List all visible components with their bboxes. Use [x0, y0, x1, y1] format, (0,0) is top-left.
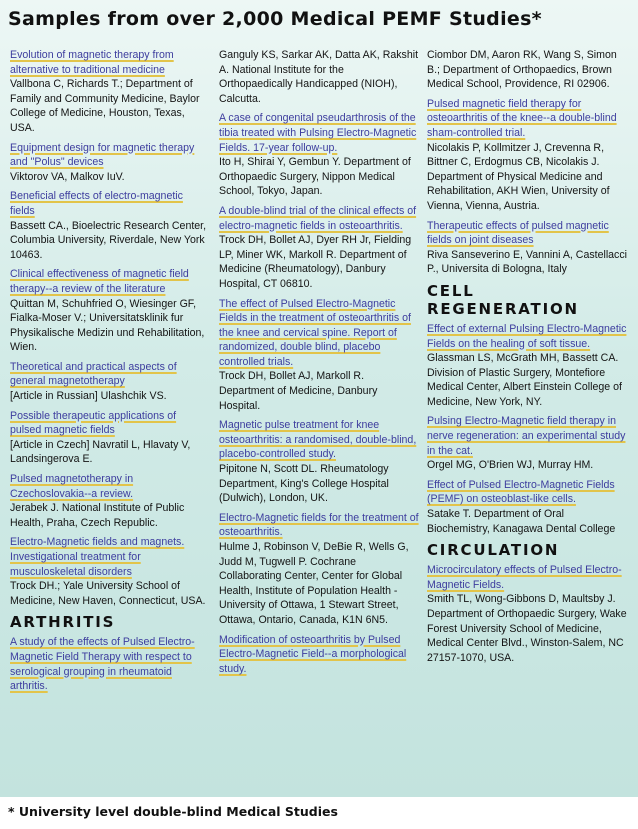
study-title: Evolution of magnetic therapy from alternative to traditional medicine: [10, 49, 174, 76]
study-entry: [10, 535, 210, 608]
study-title: Effect of Pulsed Electro-Magnetic Fields (PEMF) on osteoblast-like cells.: [427, 478, 615, 506]
study-entry: [10, 267, 210, 355]
study-title: A case of congenital pseudarthrosis of the tibia treated with Pulsing Electro-Magnetic Fields. 17-year follow-up.: [219, 112, 417, 154]
study-authors: Trock DH, Bollet AJ, Dyer RH Jr, Fielding LP, Miner WK, Markoll R. Department of Medicine (Rheumatology), Danbury Hospital, CT 06810.: [219, 234, 412, 290]
study-entry: [219, 204, 419, 292]
study-entry: [219, 297, 419, 414]
study-title: Effect of external Pulsing Electro-Magnetic Fields on the healing of soft tissue.: [427, 322, 627, 350]
footnote: * University level double-blind Medical Studies: [8, 804, 338, 819]
study-title: Pulsed magnetotherapy in Czechoslovakia--a review.: [10, 473, 134, 500]
study-authors: Quittan M, Schuhfried O, Wiesinger GF, Fialka-Moser V.; Universitatsklinik fur Physikalische Medizin und Rehabilitation, Wien.: [10, 297, 205, 354]
study-title: Beneficial effects of electro-magnetic fields: [10, 190, 183, 217]
study-authors: Bassett CA., Bioelectric Research Center, Columbia University, Riverdale, New York 10463.: [10, 219, 207, 261]
study-authors: [Article in Russian] Ulashchik VS.: [10, 390, 167, 403]
study-authors: [Article in Czech] Navratil L, Hlavaty V, Landsingerova E.: [10, 438, 191, 466]
study-entry: [219, 48, 419, 106]
study-title: Pulsing Electro-Magnetic field therapy in nerve regeneration: an experimental study in the cat.: [427, 415, 626, 457]
study-entry: [427, 48, 627, 92]
study-authors: Smith TL, Wong-Gibbons D, Maultsby J. Department of Orthopaedic Surgery, Wake Forest University School of Medicine, Medical Center Blvd., Winston-Salem, NC 27157-1070, USA.: [427, 593, 627, 664]
section-heading: CELL REGENERATION: [427, 281, 579, 318]
study-authors: Ito H, Shirai Y, Gembun Y. Department of Orthopaedic Surgery, Nippon Medical School, Tokyo, Japan.: [219, 156, 411, 198]
study-entry: [219, 418, 419, 506]
study-title: Theoretical and practical aspects of general magnetotherapy: [10, 360, 177, 388]
study-authors: Orgel MG, O'Brien WJ, Murray HM.: [427, 459, 594, 472]
study-entry: [10, 635, 210, 693]
study-entry: [10, 360, 210, 404]
study-entry: [10, 189, 210, 262]
column-2: [219, 48, 419, 681]
study-authors: Glassman LS, McGrath MH, Bassett CA. Division of Plastic Surgery, Montefiore Medical Center, Albert Einstein College of Medicine, New York, NY.: [427, 352, 622, 408]
study-entry: [219, 511, 419, 628]
study-authors: Riva Sanseverino E, Vannini A, Castellacci P., Universita di Bologna, Italy: [427, 248, 628, 276]
study-authors: Nicolakis P, Kollmitzer J, Crevenna R, Bittner C, Erdogmus CB, Nicolakis J. Department of Physical Medicine and Rehabilitation, AKH Wien, University of Vienna, Vienna, Austria.: [427, 141, 610, 212]
study-entry: [427, 97, 627, 214]
study-entry: [10, 472, 210, 530]
study-title: Microcirculatory effects of Pulsed Electro-Magnetic Fields.: [427, 564, 622, 591]
study-authors: Satake T. Department of Oral Biochemistry, Kanagawa Dental College: [427, 508, 616, 535]
study-title: A study of the effects of Pulsed Electro-Magnetic Field Therapy with respect to serological grouping in rheumatoid arthritis.: [10, 636, 195, 693]
study-entry: [219, 111, 419, 199]
study-entry: [427, 322, 627, 410]
study-title: Therapeutic effects of pulsed magnetic fields on joint diseases: [427, 219, 609, 247]
column-1: [10, 48, 210, 699]
study-authors: Viktorov VA, Malkov IuV.: [10, 170, 125, 183]
section-heading: ARTHRITIS: [10, 613, 116, 632]
study-title: The effect of Pulsed Electro-Magnetic Fields in the treatment of osteoarthritis of the knee and cervical spine. Report of randomized, double blind, placebo controlled trials.: [219, 297, 411, 368]
study-title: Possible therapeutic applications of pulsed magnetic fields: [10, 409, 177, 437]
study-entry: [219, 633, 419, 677]
study-title: Pulsed magnetic field therapy for osteoarthritis of the knee--a double-blind sham-controlled trial.: [427, 97, 617, 139]
study-authors: Ciombor DM, Aaron RK, Wang S, Simon B.; Department of Orthopaedics, Brown Medical School, Providence, RI 02906.: [427, 49, 617, 91]
study-entry: [10, 141, 210, 185]
study-title: Electro-Magnetic fields for the treatment of osteoarthritis.: [219, 511, 419, 539]
study-title: Clinical effectiveness of magnetic field therapy--a review of the literature: [10, 268, 189, 295]
study-authors: Ganguly KS, Sarkar AK, Datta AK, Rakshit A. National Institute for the Orthopaedically Handicapped (NIOH), Calcutta.: [219, 49, 419, 105]
study-authors: Jerabek J. National Institute of Public Health, Praha, Czech Republic.: [10, 502, 185, 529]
study-entry: [10, 48, 210, 136]
study-title: Electro-Magnetic fields and magnets. Investigational treatment for musculoskeletal disorders: [10, 536, 185, 578]
study-title: Modification of osteoarthritis by Pulsed Electro-Magnetic Field--a morphological study.: [219, 633, 407, 675]
study-authors: Pipitone N, Scott DL. Rheumatology Department, King's College Hospital (Dulwich), London, UK.: [219, 463, 389, 505]
study-title: Equipment design for magnetic therapy and "Polus" devices: [10, 141, 195, 169]
study-entry: [10, 409, 210, 467]
study-authors: Vallbona C, Richards T.; Department of Family and Community Medicine, Baylor College of Medicine, Houston, Texas, USA.: [10, 78, 200, 134]
column-3: [427, 48, 627, 670]
page-title: Samples from over 2,000 Medical PEMF Studies*: [8, 8, 542, 30]
study-entry: [427, 414, 627, 472]
study-authors: Trock DH.; Yale University School of Medicine, New Haven, Connecticut, USA.: [10, 580, 206, 607]
study-entry: [427, 219, 627, 277]
study-authors: Trock DH, Bollet AJ, Markoll R. Department of Medicine, Danbury Hospital.: [219, 370, 378, 412]
section-heading: CIRCULATION: [427, 541, 560, 560]
study-entry: [427, 563, 627, 665]
study-entry: [427, 478, 627, 536]
study-authors: Hulme J, Robinson V, DeBie R, Wells G, Judd M, Tugwell P. Cochrane Collaborating Center, Center for Global Health, Institute of Population Health - University of Ottawa, 1 Stewart Street, Ottawa, Ontario, Canada, K1N 6N5.: [219, 541, 409, 626]
study-title: A double-blind trial of the clinical effects of electro-magnetic fields in osteoarthritis.: [219, 204, 417, 232]
study-title: Magnetic pulse treatment for knee osteoarthritis: a randomised, double-blind, placebo-controlled study.: [219, 419, 417, 461]
